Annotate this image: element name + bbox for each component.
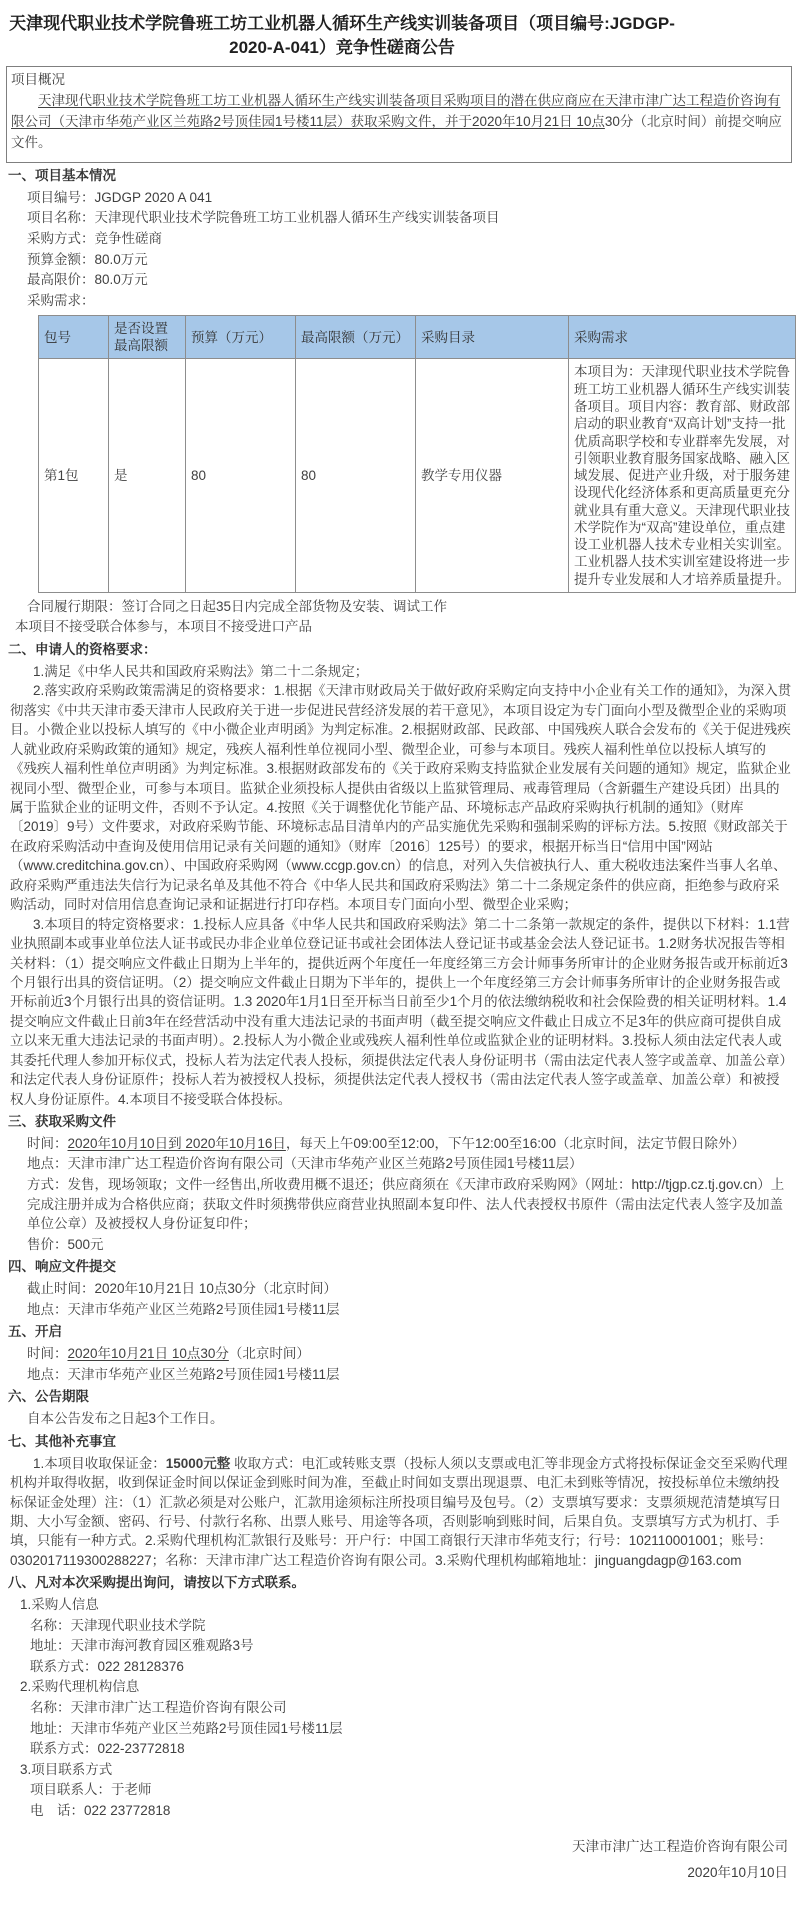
page-title: 天津现代职业技术学院鲁班工坊工业机器人循环生产线实训装备项目（项目编号:JGDGP-2020-A-041）竞争性磋商公告	[9, 14, 675, 57]
overview-paragraph	[11, 91, 783, 154]
opening-time-label: 时间：	[27, 1346, 68, 1362]
section-heading-qualification: 二、申请人的资格要求：	[8, 642, 157, 658]
col-header-package-no: 包号	[39, 316, 109, 359]
cell-budget: 80	[186, 359, 296, 592]
col-header-max-amount: 最高限额（万元）	[296, 316, 416, 359]
agency-contact-line: 联系方式：022-23772818	[30, 1741, 185, 1757]
contract-period-line: 合同履行期限：签订合同之日起35日内完成全部货物及安装、调试工作	[27, 598, 448, 614]
section-heading-obtain-documents: 三、获取采购文件	[8, 1114, 116, 1129]
basic-info-line-requirement-label: 采购需求：	[27, 292, 95, 308]
basic-info-line-price-cap: 最高限价：80.0万元	[27, 272, 148, 288]
obtain-time-label: 时间：	[27, 1135, 68, 1151]
section-heading-notice-period: 六、公告期限	[8, 1389, 89, 1405]
qualification-item: 2.落实政府采购政策需满足的资格要求：1.根据《天津市财政局关于做好政府采购定向支持中小企业有关工作的通知》，为深入贯彻落实《中共天津市委天津市人民政府关于进一步促进民营经济发展的若干意见》，本项目设定为专门面向小型及微型企业的采购项目。小微企业以投标人填写的《中小微企业声明函》为判定标准。2.根据财政部、民政部、中国残疾人联合会发布的《关于促进残疾人就业政府采购政策的通知》规定，残疾人福利性单位视同小型、微型企业，可参与本项目。残疾人福利性单位以投标人填写的《残疾人福利性单位声明函》为判定标准。3.根据财政部发布的《关于政府采购支持监狱企业发展有关问题的通知》规定，监狱企业视同小型、微型企业，可参与本项目。监狱企业须投标人提供由省级以上监狱管理局、戒毒管理局（含新疆生产建设兵团）出具的属于监狱企业的证明文件，否则不予认定。4.按照《关于调整优化节能产品、环境标志产品政府采购执行机制的通知》（财库〔2019〕9号）文件要求，对政府采购节能、环境标志品目清单内的产品实施优先采购和强制采购的评标方法。5.按照《财政部关于在政府采购活动中查询及使用信用记录有关问题的通知》（财库〔2016〕125号）的要求，根据开标当日“信用中国”网站（www.creditchina.gov.cn）、中国政府采购网（www.ccgp.gov.cn）的信息，对列入失信被执行人、重大税收违法案件当事人名单、政府采购严重违法失信行为记录名单及其他不符合《中华人民共和国政府采购法》第二十二条规定条件的供应商，拒绝参与政府采购活动，同时对信用信息查询记录和证据进行打印存档。本项目专门面向小型、微型企业采购；	[10, 683, 792, 913]
signature-block	[0, 1834, 788, 1885]
section-heading-supplement: 七、其他补充事宜	[8, 1433, 116, 1449]
opening-time-detail: （北京时间）	[228, 1346, 310, 1362]
agency-info-title: 2.采购代理机构信息	[20, 1679, 140, 1695]
buyer-info-title: 1.采购人信息	[20, 1597, 99, 1613]
table-row	[39, 359, 796, 592]
obtain-location-line: 地点：天津市津广达工程造价咨询有限公司（天津市华苑产业区兰苑路2号顶佳园1号楼11层）	[27, 1156, 583, 1172]
buyer-address-line: 地址：天津市海河教育园区雅观路3号	[30, 1638, 254, 1654]
agency-name-line: 名称：天津市津广达工程造价咨询有限公司	[30, 1699, 287, 1715]
submission-location-line: 地点：天津市华苑产业区兰苑路2号顶佳园1号楼11层	[27, 1301, 340, 1317]
overview-underlined-text: 天津现代职业技术学院鲁班工坊工业机器人循环生产线实训装备项目采购项目的潜在供应商应在天津市津广达工程造价咨询有限公司（天津市华苑产业区兰苑路2号顶佳园1号楼11层）获取采购文件，并于2020年10月21日 10点	[11, 93, 781, 130]
submission-deadline-line: 截止时间：2020年10月21日 10点30分（北京时间）	[27, 1281, 337, 1297]
no-consortium-line: 本项目不接受联合体参与，本项目不接受进口产品	[15, 619, 312, 635]
deposit-detail: 收取方式：电汇或转账支票（投标人须以支票或电汇等非现金方式将投标保证金交至采购代理机构并取得收据，收到保证金时间以保证金到账时间为准，至截止时间如支票出现退票、电汇未到账等情况，按投标单位未缴纳投标保证金处理）注：（1）汇款必须是对公账户，汇款用途须标注所投项目编号及包号。（2）支票填写要求：支票须规范清楚填写日期、大小写金额、密码、行号、付款行名称、出票人账号、用途等各项，否则影响到账时间，后果自负。支票填写方式为机打、手填，只能有一种方式。2.采购代理机构汇款银行及账号：开户行：中国工商银行天津市华苑支行；行号：102110001001；账号：0302017119300288227；名称：天津市津广达工程造价咨询有限公司。3.采购代理机构邮箱地址：jinguangdagp@163.com	[10, 1455, 788, 1568]
project-contact-phone-line: 电 话：022 23772818	[30, 1802, 171, 1818]
cell-requirement: 本项目为：天津现代职业技术学院鲁班工坊工业机器人循环生产线实训装备项目。项目内容：教育部、财政部启动的职业教育“双高计划”支持一批优质高职学校和专业群率先发展，对引领职业教育服务国家战略、融入区域发展、促进产业升级，对于服务建设现代化经济体系和更高质量更充分就业具有重大意义。天津现代职业技术学院作为“双高”建设单位，重点建设工业机器人技术专业相关实训室。工业机器人技术实训室建设将进一步提升专业发展和人才培养质量提升。	[569, 359, 796, 592]
col-header-cap-set: 是否设置最高限额	[109, 316, 186, 359]
agency-address-line: 地址：天津市华苑产业区兰苑路2号顶佳园1号楼11层	[30, 1720, 343, 1736]
cell-package-no: 第1包	[39, 359, 109, 592]
basic-info-line-project-no: 项目编号：JGDGP 2020 A 041	[27, 189, 213, 205]
overview-label: 项目概况	[11, 71, 65, 87]
opening-location-line: 地点：天津市华苑产业区兰苑路2号顶佳园1号楼11层	[27, 1366, 340, 1382]
col-header-catalog: 采购目录	[416, 316, 569, 359]
supplement-deposit-paragraph	[10, 1454, 792, 1571]
basic-info-line-method: 采购方式：竞争性磋商	[27, 230, 162, 246]
basic-info-line-budget: 预算金额：80.0万元	[27, 251, 148, 267]
basic-info-line-project-name: 项目名称：天津现代职业技术学院鲁班工坊工业机器人循环生产线实训装备项目	[27, 210, 500, 226]
col-header-budget: 预算（万元）	[186, 316, 296, 359]
signature-date: 2020年10月10日	[687, 1864, 788, 1880]
procurement-requirements-table	[38, 315, 796, 593]
section-heading-contacts: 八、凡对本次采购提出询问，请按以下方式联系。	[8, 1575, 305, 1591]
section-heading-basic-info: 一、项目基本情况	[8, 167, 116, 183]
table-header-row	[39, 316, 796, 359]
obtain-price-line: 售价：500元	[27, 1236, 104, 1252]
opening-time-line	[27, 1344, 792, 1364]
buyer-name-line: 名称：天津现代职业技术学院	[30, 1617, 206, 1633]
project-contact-title: 3.项目联系方式	[20, 1761, 113, 1777]
qualification-item: 1.满足《中华人民共和国政府采购法》第二十二条规定；	[33, 663, 369, 679]
deposit-amount: 15000元整	[165, 1455, 231, 1471]
project-overview-box	[6, 66, 792, 163]
cell-cap-set: 是	[109, 359, 186, 592]
obtain-time-detail: ，每天上午09:00至12:00，下午12:00至16:00（北京时间，法定节假日除外）	[285, 1135, 746, 1151]
obtain-time-dates: 2020年10月10日到 2020年10月16日	[67, 1135, 286, 1151]
obtain-time-line	[27, 1134, 792, 1154]
overview-plain-text: 30分（北京时间）前提交响应文件。	[11, 114, 782, 150]
cell-catalog: 教学专用仪器	[416, 359, 569, 592]
col-header-requirement: 采购需求	[569, 316, 796, 359]
section-heading-submission: 四、响应文件提交	[8, 1259, 116, 1275]
deposit-label: 1.本项目收取保证金：	[33, 1455, 166, 1471]
project-contact-person-line: 项目联系人：于老师	[30, 1782, 152, 1798]
cell-max-amount: 80	[296, 359, 416, 592]
signature-company: 天津市津广达工程造价咨询有限公司	[572, 1839, 788, 1855]
obtain-method-line: 方式：发售，现场领取；文件一经售出,所收费用概不退还；供应商须在《天津市政府采购网》（网址：http://tjgp.cz.tj.gov.cn）上完成注册并成为合格供应商；获取文件时须携带供应商营业执照副本复印件、法人代表授权书原件（需由法定代表人签字及加盖单位公章）及被授权人身份证复印件；	[27, 1177, 785, 1232]
qualification-item: 3.本项目的特定资格要求：1.投标人应具备《中华人民共和国政府采购法》第二十二条第一款规定的条件，提供以下材料：1.1营业执照副本或事业单位法人证书或民办非企业单位登记证书或社会团体法人登记证书或基金会法人登记证书。1.2财务状况报告等相关材料：（1）提交响应文件截止日期为上半年的，提供近两个年度任一年度经第三方会计师事务所审计的企业财务报告或开标前近3个月银行出具的资信证明。（2）提交响应文件截止日期为下半年的，提供上一个年度经第三方会计师事务所审计的企业财务报告或开标前近3个月银行出具的资信证明。1.3 2020年1月1日至开标当日前至少1个月的依法缴纳税收和社会保险费的相关证明材料。1.4 提交响应文件截止日前3年在经营活动中没有重大违法记录的书面声明（截至提交响应文件截止日成立不足3年的供应商可提供自成立以来无重大违法记录的书面声明）。2.投标人为小微企业或残疾人福利性单位或监狱企业的证明材料。3.投标人须由法定代表人或其委托代理人参加开标仪式，投标人若为法定代表人投标，须提供法定代表人身份证明书（需由法定代表人签字或盖章、加盖公章）和法定代表人身份证原件；投标人若为被授权人投标，须提供法定代表人授权书（需由法定代表人签字或盖章、加盖公章）和被授权人身份证原件。4.本项目不接受联合体投标。	[10, 916, 790, 1107]
notice-period-line: 自本公告发布之日起3个工作日。	[27, 1411, 224, 1427]
opening-time-date: 2020年10月21日 10点30分	[67, 1346, 229, 1362]
buyer-contact-line: 联系方式：022 28128376	[30, 1658, 184, 1674]
section-heading-opening: 五、开启	[8, 1324, 62, 1340]
